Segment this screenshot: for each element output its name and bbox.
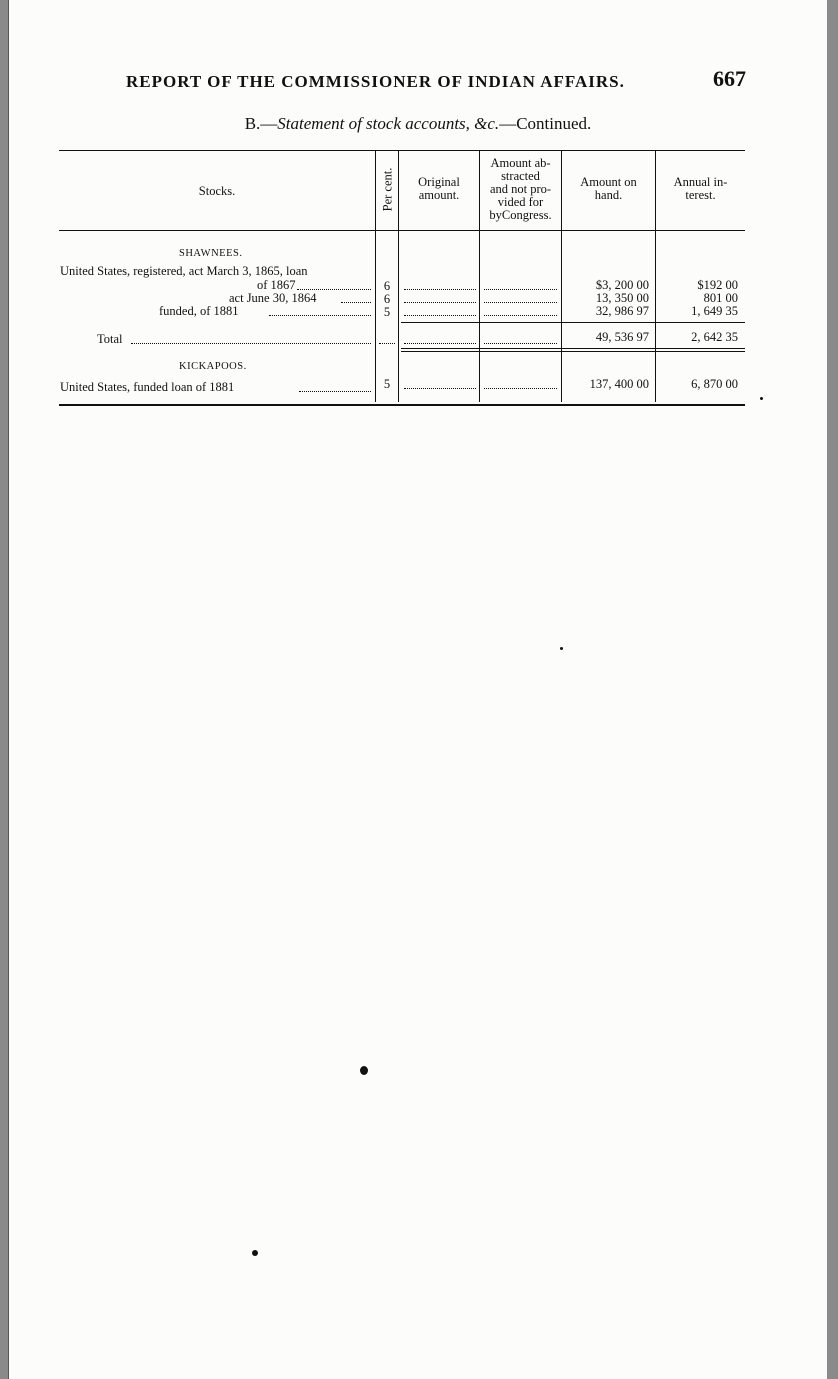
table-row-label: funded, of 1881	[159, 304, 239, 318]
leader-dots	[484, 315, 557, 316]
total-label: Total	[97, 332, 123, 346]
leader-dots	[297, 289, 371, 290]
amount-on-hand-value: 32, 986 97	[595, 304, 649, 318]
leader-dots	[404, 302, 476, 303]
per-cent-value: 5	[383, 305, 391, 319]
total-amount-on-hand: 49, 536 97	[595, 330, 649, 344]
leader-dots	[131, 343, 371, 344]
per-cent-value: 6	[383, 292, 391, 306]
leader-dots	[484, 289, 557, 290]
annual-interest-value: 801 00	[703, 291, 738, 305]
annual-interest-value: 1, 649 35	[691, 304, 738, 318]
leader-dots	[341, 302, 371, 303]
amount-on-hand-value: $3, 200 00	[595, 278, 649, 292]
table-row-label: United States, funded loan of 1881	[60, 380, 235, 394]
page-header	[126, 66, 746, 96]
leader-dots	[484, 388, 557, 389]
table-caption	[9, 114, 827, 134]
annual-interest-value: $192 00	[697, 278, 738, 292]
caption-prefix: B.—	[244, 114, 278, 133]
running-title: REPORT OF THE COMMISSIONER OF INDIAN AFFAIRS.	[126, 72, 625, 91]
table-bottom-rule	[59, 404, 745, 406]
annual-interest-value: 6, 870 00	[691, 377, 738, 391]
table-top-rule	[59, 150, 745, 151]
leader-dots	[404, 289, 476, 290]
ink-speck	[560, 647, 563, 650]
amount-on-hand-value: 137, 400 00	[589, 377, 649, 391]
total-double-rule	[401, 348, 745, 349]
page-number: 667	[713, 66, 746, 91]
per-cent-value: 5	[383, 377, 391, 391]
amount-on-hand-value: 13, 350 00	[595, 291, 649, 305]
document-page	[8, 0, 827, 1379]
total-annual-interest: 2, 642 35	[691, 330, 738, 344]
ink-speck	[360, 1066, 368, 1075]
col-header-original: Original amount.	[418, 175, 460, 202]
col-header-abstracted: Amount ab- stracted and not pro- vided for byCongress.	[489, 156, 552, 222]
leader-dots	[404, 315, 476, 316]
total-double-rule	[401, 351, 745, 352]
leader-dots	[404, 388, 476, 389]
caption-italic: Statement of stock accounts, &c.	[277, 114, 500, 133]
caption-suffix: —Continued.	[499, 114, 592, 133]
ink-speck	[252, 1250, 258, 1256]
leader-dots	[269, 315, 371, 316]
table-row-label: United States, registered, act March 3, 1865, loan	[60, 264, 308, 278]
ink-speck	[760, 397, 763, 400]
col-header-stocks: Stocks.	[198, 184, 236, 198]
leader-dots	[299, 391, 371, 392]
col-header-amount-on-hand: Amount on hand.	[580, 175, 637, 202]
table-row-label: act June 30, 1864	[229, 291, 317, 305]
leader-dots	[404, 343, 476, 344]
leader-dots	[379, 343, 395, 344]
col-header-annual-interest: Annual in- terest.	[673, 175, 728, 202]
subtotal-rule	[401, 322, 745, 323]
leader-dots	[484, 343, 557, 344]
header-bottom-rule	[59, 230, 745, 231]
leader-dots	[484, 302, 557, 303]
table-row-label: of 1867	[257, 278, 296, 292]
section-heading-shawnees: SHAWNEES.	[179, 248, 243, 259]
section-heading-kickapoos: KICKAPOOS.	[179, 361, 247, 372]
per-cent-value: 6	[383, 279, 391, 293]
col-header-per-cent: Per cent.	[380, 167, 395, 211]
